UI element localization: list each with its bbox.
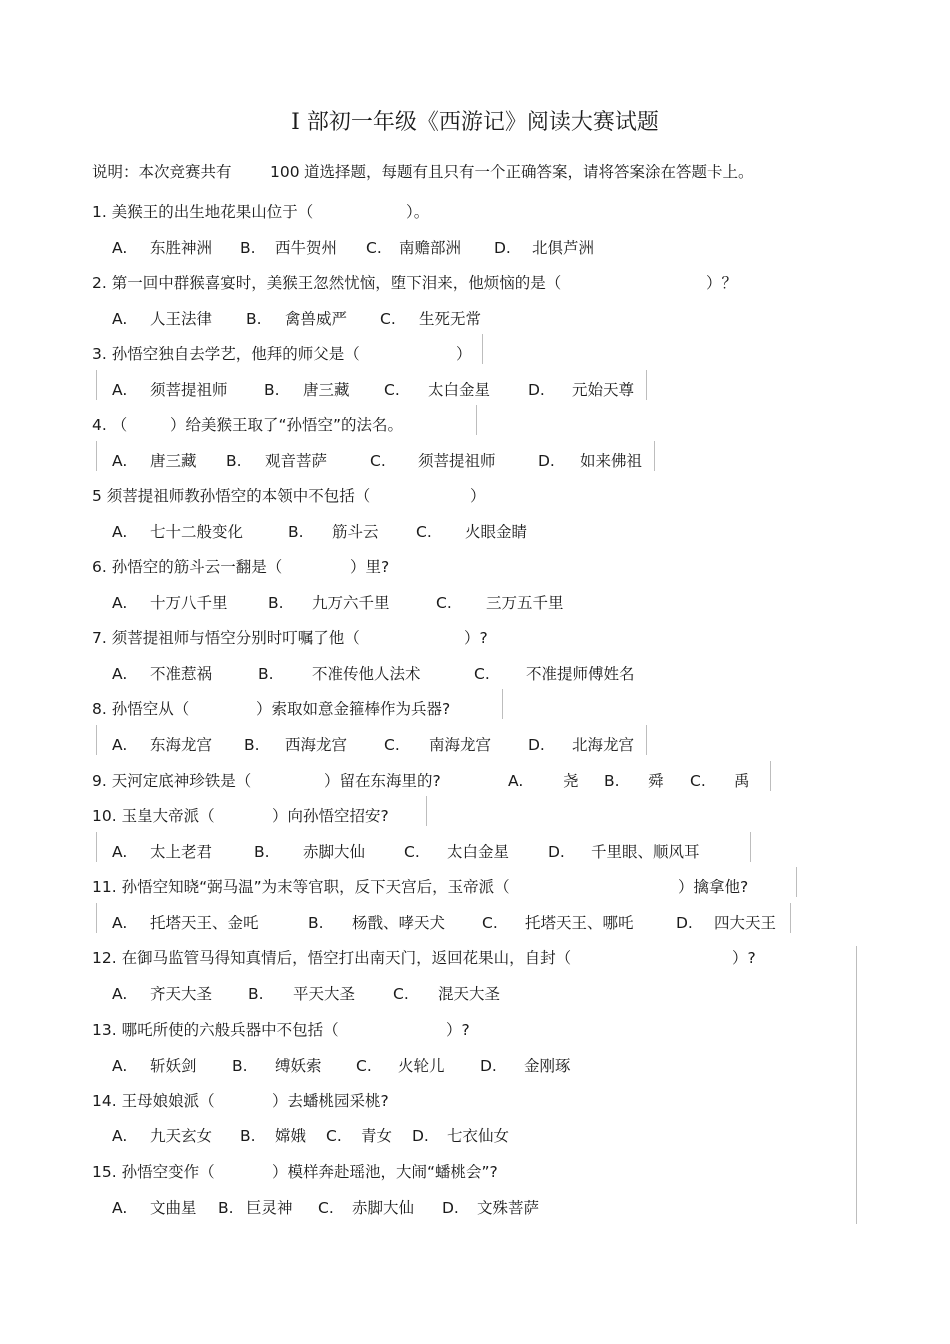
option-letter: C. bbox=[370, 452, 386, 470]
option-text: 九天玄女 bbox=[150, 1127, 213, 1145]
option-letter: A. bbox=[112, 665, 128, 683]
cell-border bbox=[770, 761, 771, 791]
option-text: 四大天王 bbox=[714, 914, 777, 932]
option-letter: C. bbox=[482, 914, 498, 932]
option-text: 嫦娥 bbox=[275, 1127, 307, 1145]
option-text: 混天大圣 bbox=[438, 985, 501, 1003]
cell-border bbox=[646, 370, 647, 400]
question-segment: 8. 孙悟空从（ bbox=[92, 700, 190, 718]
option-text: 文殊菩萨 bbox=[477, 1199, 540, 1217]
cell-border bbox=[502, 689, 503, 719]
question-segment: ）。 bbox=[406, 203, 430, 221]
option-letter: C. bbox=[474, 665, 490, 683]
option-letter: B. bbox=[248, 985, 264, 1003]
option-letter: A. bbox=[112, 310, 128, 328]
option-text: 人王法律 bbox=[150, 310, 213, 328]
option-letter: B. bbox=[218, 1199, 234, 1217]
option-letter: D. bbox=[494, 239, 511, 257]
cell-border bbox=[96, 725, 97, 755]
question-segment: ）模样奔赴瑶池，大闹“蟠桃会”? bbox=[272, 1163, 498, 1181]
option-text: 齐天大圣 bbox=[150, 985, 213, 1003]
question-segment: 14. 王母娘娘派（ bbox=[92, 1092, 215, 1110]
option-text: 太白金星 bbox=[428, 381, 491, 399]
option-text: 如来佛祖 bbox=[580, 452, 643, 470]
option-text: 平天大圣 bbox=[293, 985, 356, 1003]
question-segment: 13. 哪吒所使的六般兵器中不包括（ bbox=[92, 1021, 339, 1039]
cell-border bbox=[750, 832, 751, 862]
question-segment: 15. 孙悟空变作（ bbox=[92, 1163, 215, 1181]
option-text: 元始天尊 bbox=[572, 381, 635, 399]
option-letter: D. bbox=[528, 381, 545, 399]
option-text: 赤脚大仙 bbox=[303, 843, 366, 861]
question-segment: 2. 第一回中群猴喜宴时，美猴王忽然忧恼，堕下泪来，他烦恼的是（ bbox=[92, 274, 562, 292]
option-letter: B. bbox=[240, 239, 256, 257]
option-letter: A. bbox=[112, 594, 128, 612]
question-segment: ）里? bbox=[350, 558, 390, 576]
cell-border bbox=[790, 903, 791, 933]
option-letter: C. bbox=[318, 1199, 334, 1217]
question-segment: 7. 须菩提祖师与悟空分别时叮嘱了他（ bbox=[92, 629, 360, 647]
option-text: 杨戬、哮天犬 bbox=[352, 914, 446, 932]
option-letter: B. bbox=[246, 310, 262, 328]
option-letter: B. bbox=[264, 381, 280, 399]
option-letter: B. bbox=[268, 594, 284, 612]
option-text: 托塔天王、哪吒 bbox=[525, 914, 634, 932]
option-text: 太上老君 bbox=[150, 843, 213, 861]
cell-border bbox=[482, 334, 483, 364]
question-segment: 11. 孙悟空知晓“弼马温”为末等官职，反下天宫后，玉帝派（ bbox=[92, 878, 510, 896]
question-segment: 1. 美猴王的出生地花果山位于（ bbox=[92, 203, 314, 221]
option-text: 东胜神洲 bbox=[150, 239, 213, 257]
option-letter: C. bbox=[416, 523, 432, 541]
option-letter: C. bbox=[436, 594, 452, 612]
option-letter: B. bbox=[254, 843, 270, 861]
option-letter: B. bbox=[604, 772, 620, 790]
cell-border bbox=[96, 370, 97, 400]
option-text: 唐三藏 bbox=[150, 452, 197, 470]
question-segment: 12. 在御马监管马得知真情后，悟空打出南天门，返回花果山，自封（ bbox=[92, 949, 572, 967]
option-letter: A. bbox=[508, 772, 524, 790]
option-text: 生死无常 bbox=[419, 310, 482, 328]
question-segment: ）索取如意金箍棒作为兵器? bbox=[256, 700, 451, 718]
option-letter: A. bbox=[112, 843, 128, 861]
question-count: 100 bbox=[270, 163, 300, 181]
instructions bbox=[0, 160, 754, 184]
option-letter: A. bbox=[112, 381, 128, 399]
question-segment: ）? bbox=[464, 629, 488, 647]
option-letter: A. bbox=[112, 239, 128, 257]
option-text: 舜 bbox=[648, 772, 664, 790]
question-segment: 5 须菩提祖师教孙悟空的本领中不包括（ bbox=[92, 487, 371, 505]
option-letter: B. bbox=[308, 914, 324, 932]
option-text: 千里眼、顺风耳 bbox=[591, 843, 700, 861]
question-segment: 6. 孙悟空的筋斗云一翻是（ bbox=[92, 558, 283, 576]
option-text: 赤脚大仙 bbox=[352, 1199, 415, 1217]
option-text: 不准传他人法术 bbox=[312, 665, 421, 683]
option-text: 筋斗云 bbox=[332, 523, 379, 541]
option-letter: B. bbox=[226, 452, 242, 470]
option-text: 东海龙宫 bbox=[150, 736, 213, 754]
option-letter: C. bbox=[393, 985, 409, 1003]
option-text: 尧 bbox=[563, 772, 579, 790]
option-letter: C. bbox=[384, 381, 400, 399]
option-text: 巨灵神 bbox=[246, 1199, 293, 1217]
question-segment: 4. （ bbox=[92, 416, 128, 434]
option-text: 南赡部洲 bbox=[399, 239, 462, 257]
question-segment: 9. 天河定底神珍铁是（ bbox=[92, 772, 252, 790]
option-letter: A. bbox=[112, 1127, 128, 1145]
option-letter: D. bbox=[548, 843, 565, 861]
option-text: 文曲星 bbox=[150, 1199, 197, 1217]
question-segment: 3. 孙悟空独自去学艺，他拜的师父是（ bbox=[92, 345, 360, 363]
question-segment: ） bbox=[470, 487, 486, 505]
option-text: 北俱芦洲 bbox=[532, 239, 595, 257]
option-letter: B. bbox=[244, 736, 260, 754]
option-text: 禽兽威严 bbox=[285, 310, 348, 328]
option-letter: A. bbox=[112, 1057, 128, 1075]
question-segment: ）向孙悟空招安? bbox=[272, 807, 389, 825]
option-letter: C. bbox=[366, 239, 382, 257]
option-letter: D. bbox=[412, 1127, 429, 1145]
margin-rule bbox=[856, 946, 857, 1224]
question-segment: 10. 玉皇大帝派（ bbox=[92, 807, 215, 825]
option-text: 火眼金睛 bbox=[465, 523, 528, 541]
option-letter: C. bbox=[356, 1057, 372, 1075]
page-title: I 部初一年级《西游记》阅读大赛试题 bbox=[291, 110, 659, 135]
question-segment: ） bbox=[456, 345, 472, 363]
question-segment: ）留在东海里的? bbox=[324, 772, 441, 790]
question-segment: ）擒拿他? bbox=[678, 878, 749, 896]
option-letter: B. bbox=[240, 1127, 256, 1145]
option-letter: B. bbox=[232, 1057, 248, 1075]
option-text: 七衣仙女 bbox=[447, 1127, 510, 1145]
option-letter: A. bbox=[112, 914, 128, 932]
option-text: 金刚琢 bbox=[524, 1057, 571, 1075]
cell-border bbox=[426, 796, 427, 826]
cell-border bbox=[796, 867, 797, 897]
cell-border bbox=[96, 832, 97, 862]
option-letter: A. bbox=[112, 736, 128, 754]
cell-border bbox=[476, 405, 477, 435]
question-segment: ）给美猴王取了“孙悟空”的法名。 bbox=[170, 416, 404, 434]
question-segment: ）? bbox=[732, 949, 756, 967]
instructions-suffix: 道选择题，每题有且只有一个正确答案，请将答案涂在答题卡上。 bbox=[304, 163, 754, 181]
option-text: 九万六千里 bbox=[312, 594, 390, 612]
option-letter: D. bbox=[538, 452, 555, 470]
question-segment: ）？ bbox=[706, 274, 738, 292]
option-text: 三万五千里 bbox=[486, 594, 564, 612]
option-text: 南海龙宫 bbox=[429, 736, 492, 754]
option-letter: D. bbox=[528, 736, 545, 754]
option-text: 西牛贺州 bbox=[275, 239, 338, 257]
option-letter: A. bbox=[112, 523, 128, 541]
option-letter: B. bbox=[258, 665, 274, 683]
instructions-prefix: 说明：本次竞赛共有 bbox=[92, 163, 232, 181]
option-text: 缚妖索 bbox=[275, 1057, 322, 1075]
option-text: 十万八千里 bbox=[150, 594, 228, 612]
cell-border bbox=[654, 441, 655, 471]
option-letter: C. bbox=[380, 310, 396, 328]
option-text: 火轮儿 bbox=[398, 1057, 445, 1075]
option-text: 北海龙宫 bbox=[572, 736, 635, 754]
cell-border bbox=[646, 725, 647, 755]
option-text: 不准提师傅姓名 bbox=[526, 665, 635, 683]
cell-border bbox=[96, 441, 97, 471]
option-text: 须菩提祖师 bbox=[150, 381, 228, 399]
option-text: 须菩提祖师 bbox=[418, 452, 496, 470]
cell-border bbox=[96, 903, 97, 933]
option-letter: D. bbox=[442, 1199, 459, 1217]
option-letter: A. bbox=[112, 1199, 128, 1217]
option-letter: C. bbox=[326, 1127, 342, 1145]
option-letter: A. bbox=[112, 985, 128, 1003]
option-text: 唐三藏 bbox=[303, 381, 350, 399]
option-letter: C. bbox=[384, 736, 400, 754]
question-segment: ）? bbox=[446, 1021, 470, 1039]
option-letter: A. bbox=[112, 452, 128, 470]
option-text: 不准惹祸 bbox=[150, 665, 213, 683]
option-text: 斩妖剑 bbox=[150, 1057, 197, 1075]
option-text: 青女 bbox=[361, 1127, 393, 1145]
option-text: 禹 bbox=[734, 772, 750, 790]
option-letter: C. bbox=[690, 772, 706, 790]
option-text: 托塔天王、金吒 bbox=[150, 914, 259, 932]
question-segment: ）去蟠桃园采桃? bbox=[272, 1092, 389, 1110]
option-letter: B. bbox=[288, 523, 304, 541]
option-text: 七十二般变化 bbox=[150, 523, 244, 541]
option-text: 观音菩萨 bbox=[265, 452, 328, 470]
option-text: 太白金星 bbox=[447, 843, 510, 861]
option-letter: D. bbox=[676, 914, 693, 932]
option-letter: D. bbox=[480, 1057, 497, 1075]
option-letter: C. bbox=[404, 843, 420, 861]
option-text: 西海龙宫 bbox=[285, 736, 348, 754]
